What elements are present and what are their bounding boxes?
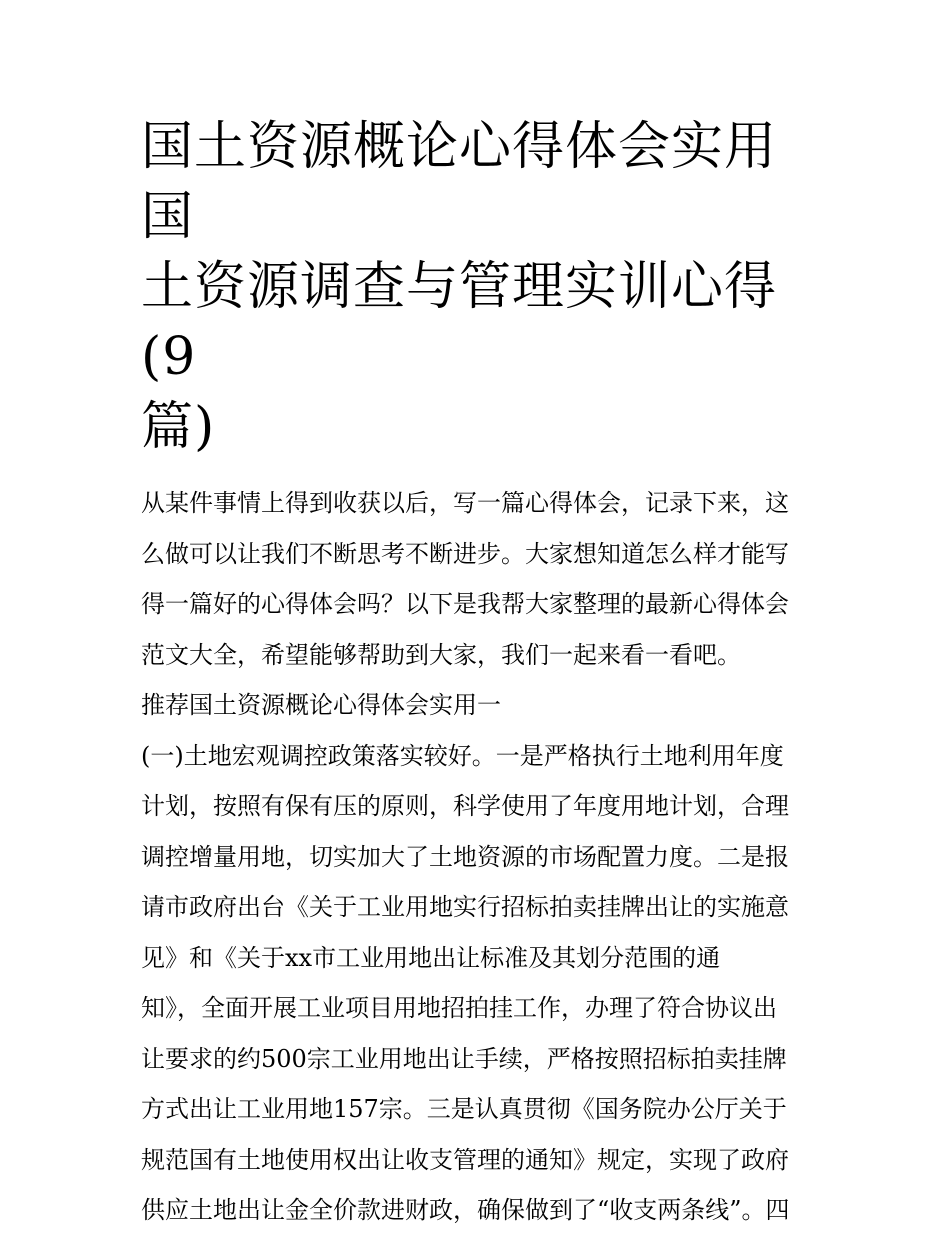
text-line: 从某件事情上得到收获以后，写一篇心得体会，记录下来，这 — [141, 489, 789, 517]
text-line: 规范国有土地使用权出让收支管理的通知》规定，实现了政府 — [141, 1145, 789, 1174]
text-line: 见》和《关于xx市工业用地出让标准及其划分范围的通 — [141, 943, 721, 972]
intro-paragraph — [141, 478, 816, 680]
text-line: (一)土地宏观调控政策落实较好。一是严格执行土地利用年度 — [141, 741, 784, 770]
document-page — [141, 112, 816, 1236]
document-title — [141, 112, 816, 462]
title-line: 土资源调查与管理实训心得(9 — [141, 257, 778, 387]
title-line: 国土资源概论心得体会实用 国 — [141, 117, 778, 247]
text-line: 么做可以让我们不断思考不断进步。大家想知道怎么样才能写 — [141, 539, 789, 568]
section-heading: 推荐国土资源概论心得体会实用一 — [141, 691, 501, 719]
text-line: 让要求的约500宗工业用地出让手续，严格按照招标拍卖挂牌 — [141, 1044, 787, 1073]
text-line: 供应土地出让金全价款进财政，确保做到了“收支两条线”。四 — [141, 1196, 790, 1224]
text-line: 得一篇好的心得体会吗？以下是我帮大家整理的最新心得体会 — [141, 590, 789, 618]
text-line: 知》，全面开展工业项目用地招拍挂工作，办理了符合协议出 — [141, 994, 777, 1022]
text-line: 请市政府出台《关于工业用地实行招标拍卖挂牌出让的实施意 — [141, 893, 789, 921]
text-line: 调控增量用地，切实加大了土地资源的市场配置力度。二是报 — [141, 842, 789, 871]
title-line: 篇) — [141, 397, 216, 457]
text-line: 方式出让工业用地157宗。三是认真贯彻《国务院办公厅关于 — [141, 1095, 787, 1123]
body-paragraph — [141, 731, 816, 1236]
text-line: 计划，按照有保有压的原则，科学使用了年度用地计划，合理 — [141, 792, 789, 820]
text-line: 范文大全，希望能够帮助到大家，我们一起来看一看吧。 — [141, 640, 741, 669]
